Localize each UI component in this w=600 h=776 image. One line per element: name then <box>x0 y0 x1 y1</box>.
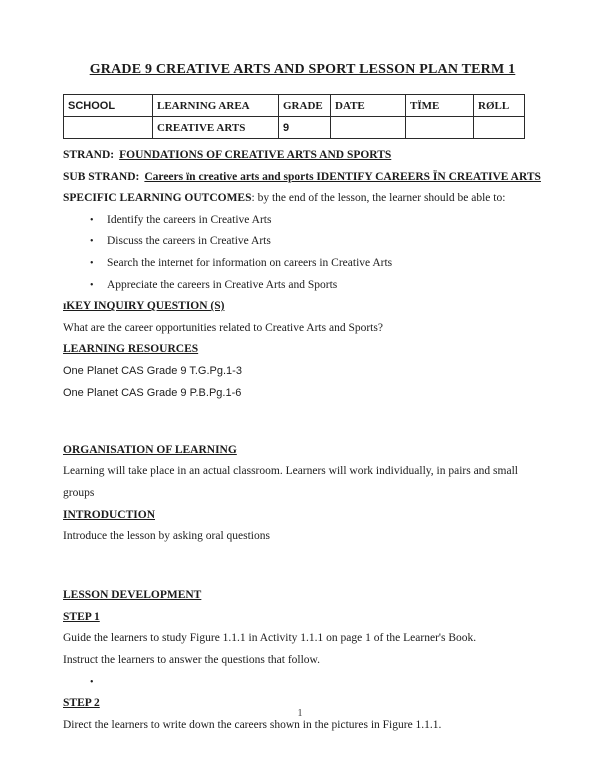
outcomes-intro: : by the end of the lesson, the learner should be able to: <box>251 192 506 205</box>
sub-strand-value: Careers ïn creative arts and sports IDENTIFY CAREERS ΪN CREATIVE ARTS <box>144 170 541 183</box>
header-date: DATE <box>331 95 406 117</box>
outcomes-list <box>63 210 542 296</box>
bullet-icon: • <box>90 676 94 688</box>
sub-strand-line <box>63 167 542 189</box>
strand-value: FOUNDATIONS OF CREATIVE ARTS AND SPORTS <box>119 149 392 161</box>
cell-time <box>406 117 474 139</box>
outcome-text: Search the internet for information on careers in Creative Arts <box>107 256 393 269</box>
bullet-icon: • <box>90 257 94 269</box>
info-table-value-row <box>64 117 525 139</box>
info-table <box>63 94 525 139</box>
outcomes-heading-line <box>63 188 542 210</box>
spacer <box>63 569 542 585</box>
cell-roll <box>474 117 525 139</box>
outcomes-heading: SPECIFIC LEARNING OUTCOMES <box>63 192 252 205</box>
outcome-item <box>63 253 542 275</box>
outcome-item <box>63 275 542 297</box>
header-school: SCHOOL <box>64 95 153 117</box>
learning-resources-heading: LEARNING RESOURCES <box>63 343 199 356</box>
resource-item: One Planet CAS Grade 9 T.G.Pg.1-3 <box>63 364 242 377</box>
step2-line: Direct the learners to write down the careers shown in the pictures in Figure 1.1.1. <box>63 718 442 731</box>
header-roll: RØLL <box>474 95 525 117</box>
empty-bullet-item <box>63 672 542 694</box>
bullet-icon: • <box>90 279 94 291</box>
step1-line: Instruct the learners to answer the questions that follow. <box>63 654 320 667</box>
step2-heading: STEP 2 <box>63 697 100 710</box>
resource-item: One Planet CAS Grade 9 P.B.Pg.1-6 <box>63 386 242 399</box>
header-grade: GRADE <box>279 95 331 117</box>
organisation-body: Learning will take place in an actual classroom. Learners will work individually, in pairs and small groups <box>63 465 518 499</box>
outcome-text: Discuss the careers in Creative Arts <box>107 235 271 248</box>
step1-line: Guide the learners to study Figure 1.1.1 in Activity 1.1.1 on page 1 of the Learner's Book. <box>63 632 477 645</box>
strand-label: STRAND: <box>63 149 115 161</box>
key-inquiry-question: What are the career opportunities related to Creative Arts and Sports? <box>63 321 383 334</box>
lesson-development-heading: LESSON DEVELOPMENT <box>63 589 202 602</box>
outcome-item <box>63 210 542 232</box>
header-time: TΪME <box>406 95 474 117</box>
outcome-text: Identify the careers in Creative Arts <box>107 213 272 226</box>
blank-line <box>63 418 542 440</box>
blank-line <box>63 548 542 570</box>
organisation-heading: ORGANISATION OF LEARNING <box>63 443 237 456</box>
bullet-icon: • <box>90 236 94 248</box>
outcome-text: Appreciate the careers in Creative Arts and Sports <box>107 278 338 291</box>
spacer <box>63 404 542 418</box>
bullet-icon: • <box>90 214 94 226</box>
key-inquiry-heading: ɪKEY INQUIRY QUESTION (S) <box>63 300 225 313</box>
introduction-body: Introduce the lesson by asking oral questions <box>63 530 270 543</box>
outcome-item <box>63 231 542 253</box>
introduction-heading: INTRODUCTION <box>63 508 156 521</box>
sub-strand-label: SUB STRAND: <box>63 170 140 183</box>
cell-school <box>64 117 153 139</box>
cell-grade: 9 <box>279 117 331 139</box>
page-title: GRADE 9 CREATIVE ARTS AND SPORT LESSON PLAN TERM 1 <box>89 62 516 77</box>
header-learning-area: LEARNING AREA <box>153 95 279 117</box>
cell-learning-area: CREATIVE ARTS <box>153 117 279 139</box>
cell-date <box>331 117 406 139</box>
strand-line <box>63 145 542 167</box>
info-table-header-row <box>64 95 525 117</box>
step1-heading: STEP 1 <box>63 610 100 623</box>
page-number: 1 <box>297 708 303 719</box>
